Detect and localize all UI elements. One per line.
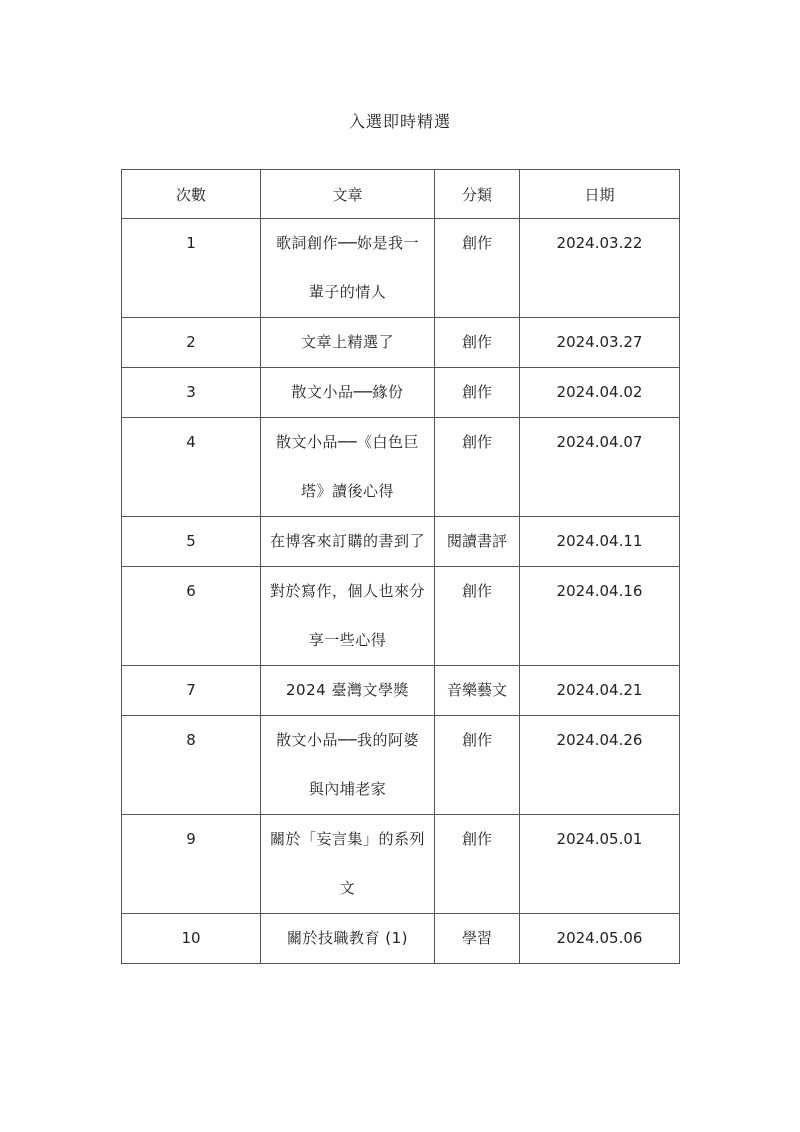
selection-table [121, 169, 680, 964]
page-title: 入選即時精選 [348, 112, 451, 131]
row-category: 創作 [435, 567, 520, 666]
row-number: 10 [122, 914, 261, 964]
row-number: 1 [122, 219, 261, 318]
row-date: 2024.04.16 [520, 567, 680, 666]
row-number: 8 [122, 716, 261, 815]
table-row [122, 716, 680, 815]
row-article: 散文小品──《白色巨塔》讀後心得 [261, 418, 435, 517]
row-date: 2024.04.02 [520, 368, 680, 418]
table-row [122, 666, 680, 716]
row-number: 6 [122, 567, 261, 666]
table-row [122, 914, 680, 964]
row-date: 2024.04.21 [520, 666, 680, 716]
row-date: 2024.03.27 [520, 318, 680, 368]
row-category: 學習 [435, 914, 520, 964]
row-article: 歌詞創作──妳是我一輩子的情人 [261, 219, 435, 318]
header-category: 分類 [435, 170, 520, 219]
row-category: 閱讀書評 [435, 517, 520, 567]
table-row [122, 815, 680, 914]
row-date: 2024.03.22 [520, 219, 680, 318]
row-article: 2024 臺灣文學獎 [261, 666, 435, 716]
table-row [122, 567, 680, 666]
table-row [122, 219, 680, 318]
row-article: 文章上精選了 [261, 318, 435, 368]
row-date: 2024.05.06 [520, 914, 680, 964]
row-number: 2 [122, 318, 261, 368]
row-article: 關於技職教育 (1) [261, 914, 435, 964]
row-date: 2024.04.11 [520, 517, 680, 567]
row-category: 創作 [435, 716, 520, 815]
header-article: 文章 [261, 170, 435, 219]
table-header-row [122, 170, 680, 219]
table-row [122, 418, 680, 517]
row-category: 創作 [435, 418, 520, 517]
row-date: 2024.05.01 [520, 815, 680, 914]
header-count: 次數 [122, 170, 261, 219]
row-date: 2024.04.26 [520, 716, 680, 815]
row-category: 創作 [435, 368, 520, 418]
row-article: 關於「妄言集」的系列文 [261, 815, 435, 914]
row-number: 7 [122, 666, 261, 716]
row-date: 2024.04.07 [520, 418, 680, 517]
row-number: 3 [122, 368, 261, 418]
row-number: 9 [122, 815, 261, 914]
row-category: 創作 [435, 219, 520, 318]
row-article: 在博客來訂購的書到了 [261, 517, 435, 567]
header-date: 日期 [520, 170, 680, 219]
table-row [122, 318, 680, 368]
row-category: 音樂藝文 [435, 666, 520, 716]
row-category: 創作 [435, 815, 520, 914]
row-article: 散文小品──緣份 [261, 368, 435, 418]
table-row [122, 517, 680, 567]
row-number: 4 [122, 418, 261, 517]
table-row [122, 368, 680, 418]
row-article: 對於寫作，個人也來分享一些心得 [261, 567, 435, 666]
row-category: 創作 [435, 318, 520, 368]
row-article: 散文小品──我的阿婆與內埔老家 [261, 716, 435, 815]
row-number: 5 [122, 517, 261, 567]
